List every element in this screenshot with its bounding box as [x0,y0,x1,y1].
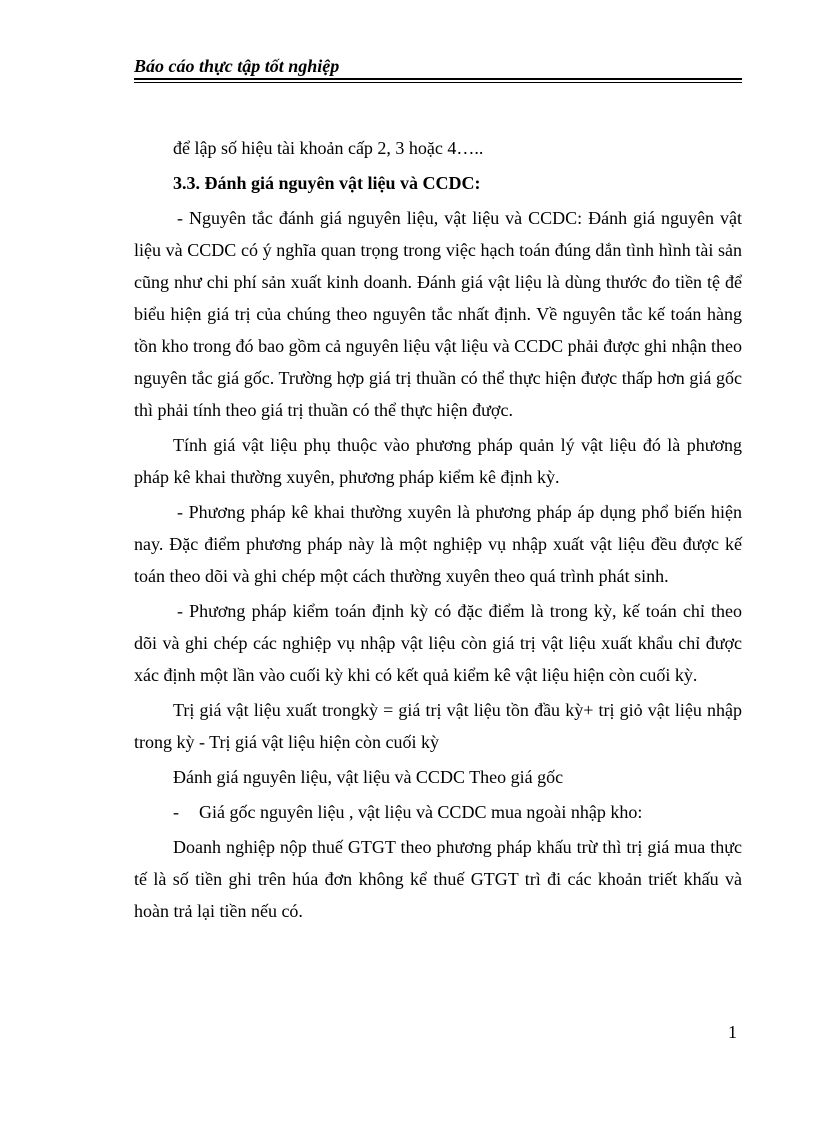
page-number: 1 [728,1022,737,1042]
paragraph-formula: Trị giá vật liệu xuất trongkỳ = giá trị vật liệu tồn đầu kỳ+ trị giỏ vật liệu nhập trong kỳ - Trị giá vật liệu hiện còn cuối kỳ [134,700,742,752]
bullet-text: Giá gốc nguyên liệu , vật liệu và CCDC mua ngoài nhập kho: [199,802,643,822]
document-body [134,132,742,930]
header-rule-thin [134,82,742,83]
header-rule-thick [134,78,742,80]
paragraph-original-cost: Đánh giá nguyên liệu, vật liệu và CCDC Theo giá gốc [173,767,564,787]
page-header-title: Báo cáo thực tập tốt nghiệp [134,56,340,76]
section-heading: 3.3. Đánh giá nguyên vật liệu và CCDC: [173,173,481,193]
paragraph-pricing-methods: Tính giá vật liệu phụ thuộc vào phương pháp quản lý vật liệu đó là phương pháp kê khai thường xuyên, phương pháp kiểm kê định kỳ. [134,435,742,487]
paragraph-vat: Doanh nghiệp nộp thuế GTGT theo phương pháp khấu trừ thì trị giá mua thực tế là số tiền ghi trên húa đơn không kể thuế GTGT trì đi các khoản triết khấu và hoàn trả lại tiền nếu có. [134,837,742,921]
bullet-item [134,796,742,828]
paragraph-continuation: để lập số hiệu tài khoản cấp 2, 3 hoặc 4….. [173,138,484,158]
paragraph-perpetual-method: - Phương pháp kê khai thường xuyên là phương pháp áp dụng phổ biến hiện nay. Đặc điểm phương pháp này là một nghiệp vụ nhập xuất vật liệu đều được kế toán theo dõi và ghi chép một cách thường xuyên theo quá trình phát sinh. [134,502,742,586]
bullet-dash: - [173,802,179,822]
paragraph-periodic-method: - Phương pháp kiểm toán định kỳ có đặc điểm là trong kỳ, kế toán chỉ theo dõi và ghi chép các nghiệp vụ nhập vật liệu còn giá trị vật liệu xuất khẩu chỉ được xác định một lần vào cuối kỳ khi có kết quả kiểm kê vật liệu hiện còn cuối kỳ. [134,601,742,685]
paragraph-valuation-principle: - Nguyên tắc đánh giá nguyên liệu, vật liệu và CCDC: Đánh giá nguyên vật liệu và CCDC có ý nghĩa quan trọng trong việc hạch toán đúng dắn tình hình tài sản cũng như chi phí sản xuất kinh doanh. Đánh giá vật liệu là dùng thước đo tiền tệ để biểu hiện giá trị của chúng theo nguyên tắc nhất định. Về nguyên tắc kế toán hàng tồn kho trong đó bao gồm cả nguyên liệu vật liệu và CCDC phải được ghi nhận theo nguyên tắc giá gốc. Trường hợp giá trị thuần có thể thực hiện được thấp hơn giá gốc thì phải tính theo giá trị thuần có thể thực hiện được. [134,208,742,420]
